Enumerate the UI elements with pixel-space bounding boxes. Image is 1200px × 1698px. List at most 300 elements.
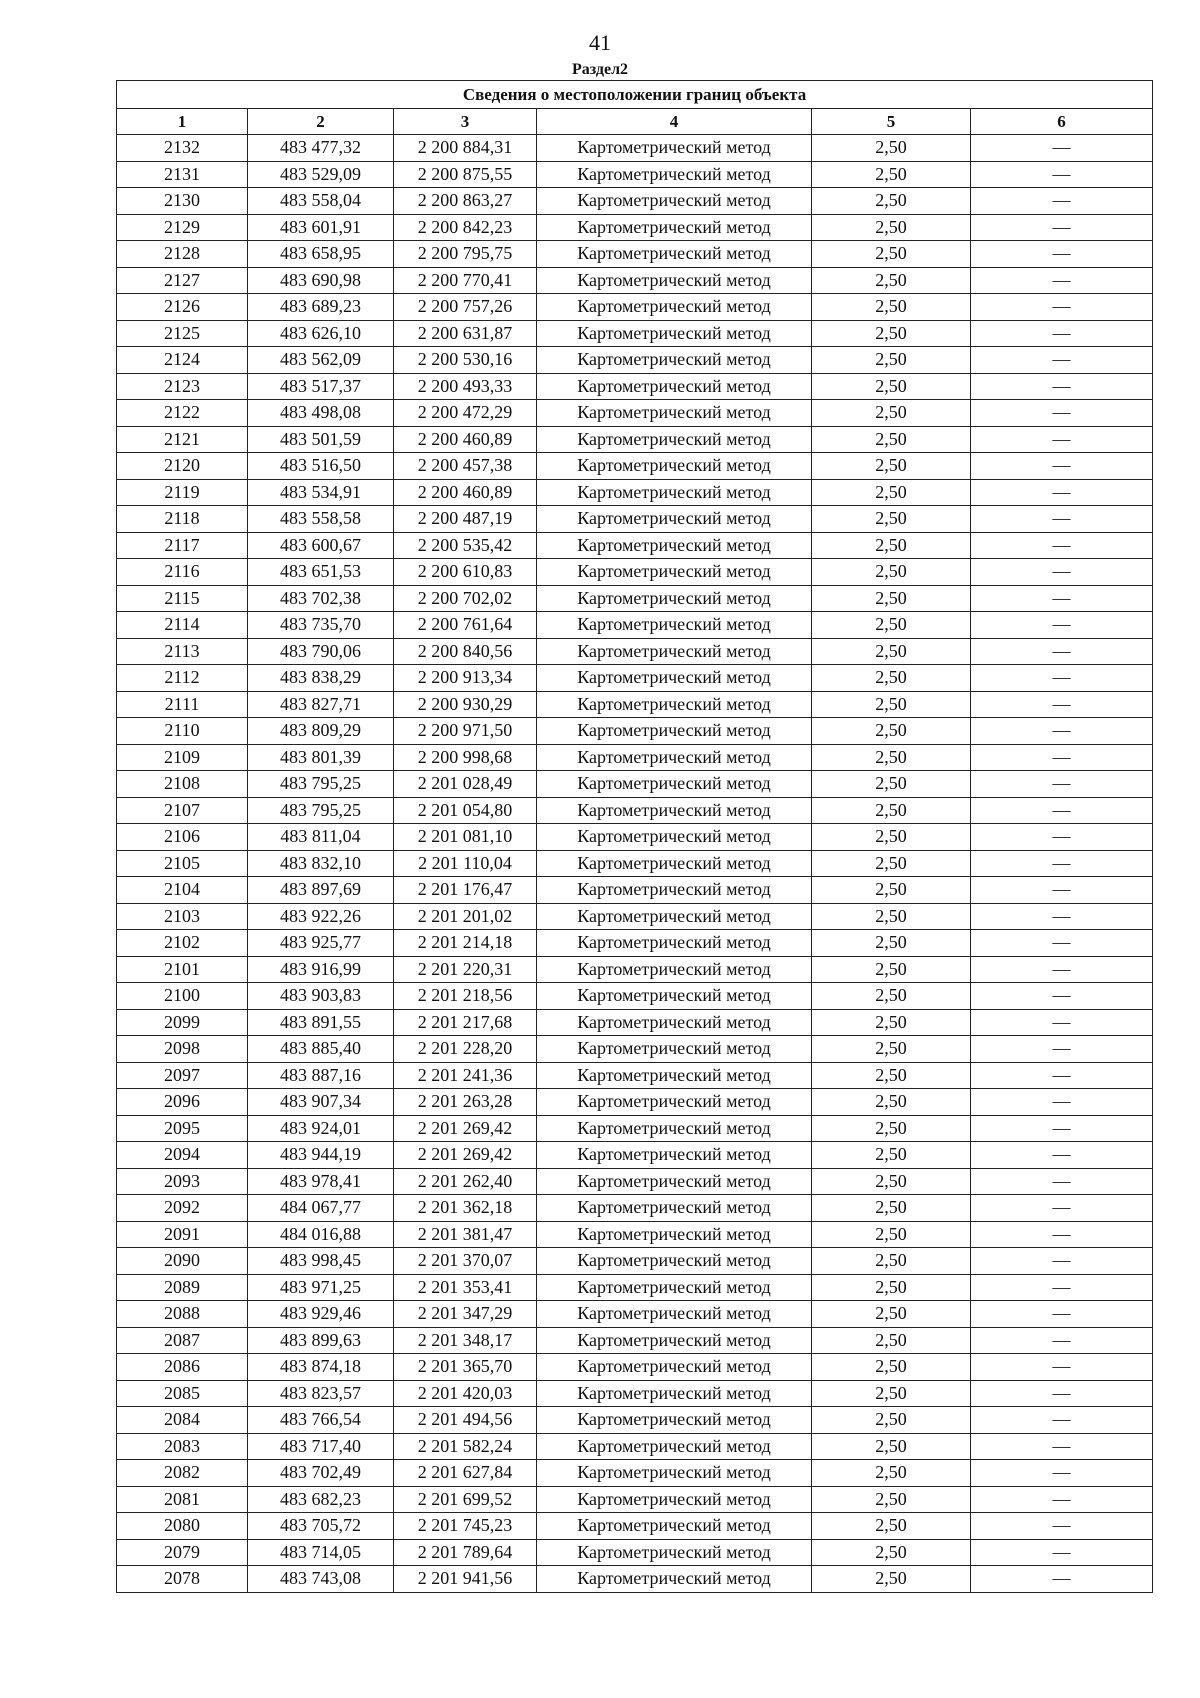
description-cell: — (971, 850, 1153, 877)
table-row (117, 744, 1153, 771)
table-row (117, 1513, 1153, 1540)
x-coordinate-cell: 484 016,88 (248, 1221, 394, 1248)
x-coordinate-cell: 483 766,54 (248, 1407, 394, 1434)
y-coordinate-cell: 2 200 493,33 (394, 373, 537, 400)
description-cell: — (971, 1407, 1153, 1434)
point-number-cell: 2119 (117, 479, 248, 506)
description-cell: — (971, 1354, 1153, 1381)
description-cell: — (971, 1142, 1153, 1169)
table-row (117, 426, 1153, 453)
y-coordinate-cell: 2 200 770,41 (394, 267, 537, 294)
point-number-cell: 2117 (117, 532, 248, 559)
accuracy-cell: 2,50 (812, 956, 971, 983)
y-coordinate-cell: 2 201 176,47 (394, 877, 537, 904)
table-row (117, 161, 1153, 188)
y-coordinate-cell: 2 201 214,18 (394, 930, 537, 957)
method-cell: Картометрический метод (537, 585, 812, 612)
point-number-cell: 2103 (117, 903, 248, 930)
table-row (117, 1115, 1153, 1142)
x-coordinate-cell: 483 832,10 (248, 850, 394, 877)
x-coordinate-cell: 483 477,32 (248, 135, 394, 162)
method-cell: Картометрический метод (537, 188, 812, 215)
description-cell: — (971, 373, 1153, 400)
y-coordinate-cell: 2 201 262,40 (394, 1168, 537, 1195)
boundary-coordinates-table (116, 80, 1153, 1593)
method-cell: Картометрический метод (537, 903, 812, 930)
table-row (117, 1221, 1153, 1248)
accuracy-cell: 2,50 (812, 1036, 971, 1063)
point-number-cell: 2079 (117, 1539, 248, 1566)
point-number-cell: 2116 (117, 559, 248, 586)
method-cell: Картометрический метод (537, 1115, 812, 1142)
table-header-row (117, 109, 1153, 135)
method-cell: Картометрический метод (537, 638, 812, 665)
description-cell: — (971, 559, 1153, 586)
table-row (117, 956, 1153, 983)
x-coordinate-cell: 483 887,16 (248, 1062, 394, 1089)
description-cell: — (971, 506, 1153, 533)
x-coordinate-cell: 483 601,91 (248, 214, 394, 241)
accuracy-cell: 2,50 (812, 1354, 971, 1381)
table-row (117, 1301, 1153, 1328)
description-cell: — (971, 824, 1153, 851)
accuracy-cell: 2,50 (812, 214, 971, 241)
description-cell: — (971, 1089, 1153, 1116)
point-number-cell: 2081 (117, 1486, 248, 1513)
method-cell: Картометрический метод (537, 267, 812, 294)
method-cell: Картометрический метод (537, 956, 812, 983)
x-coordinate-cell: 483 944,19 (248, 1142, 394, 1169)
y-coordinate-cell: 2 201 420,03 (394, 1380, 537, 1407)
table-row (117, 797, 1153, 824)
method-cell: Картометрический метод (537, 506, 812, 533)
accuracy-cell: 2,50 (812, 983, 971, 1010)
description-cell: — (971, 744, 1153, 771)
method-cell: Картометрический метод (537, 559, 812, 586)
accuracy-cell: 2,50 (812, 1380, 971, 1407)
x-coordinate-cell: 483 714,05 (248, 1539, 394, 1566)
y-coordinate-cell: 2 201 362,18 (394, 1195, 537, 1222)
y-coordinate-cell: 2 201 220,31 (394, 956, 537, 983)
description-cell: — (971, 320, 1153, 347)
page-number: 41 (589, 30, 611, 55)
point-number-cell: 2085 (117, 1380, 248, 1407)
description-cell: — (971, 691, 1153, 718)
point-number-cell: 2082 (117, 1460, 248, 1487)
description-cell: — (971, 1168, 1153, 1195)
table-row (117, 903, 1153, 930)
y-coordinate-cell: 2 201 941,56 (394, 1566, 537, 1593)
point-number-cell: 2115 (117, 585, 248, 612)
column-header: 5 (812, 109, 971, 135)
description-cell: — (971, 1248, 1153, 1275)
y-coordinate-cell: 2 200 875,55 (394, 161, 537, 188)
table-row (117, 1407, 1153, 1434)
method-cell: Картометрический метод (537, 691, 812, 718)
point-number-cell: 2118 (117, 506, 248, 533)
x-coordinate-cell: 483 702,38 (248, 585, 394, 612)
y-coordinate-cell: 2 201 353,41 (394, 1274, 537, 1301)
description-cell: — (971, 532, 1153, 559)
x-coordinate-cell: 483 925,77 (248, 930, 394, 957)
y-coordinate-cell: 2 200 487,19 (394, 506, 537, 533)
x-coordinate-cell: 483 682,23 (248, 1486, 394, 1513)
description-cell: — (971, 983, 1153, 1010)
accuracy-cell: 2,50 (812, 1327, 971, 1354)
description-cell: — (971, 665, 1153, 692)
table-row (117, 1460, 1153, 1487)
description-cell: — (971, 1513, 1153, 1540)
table-row (117, 612, 1153, 639)
y-coordinate-cell: 2 201 263,28 (394, 1089, 537, 1116)
method-cell: Картометрический метод (537, 1301, 812, 1328)
table-row (117, 453, 1153, 480)
method-cell: Картометрический метод (537, 1009, 812, 1036)
method-cell: Картометрический метод (537, 824, 812, 851)
column-header: 4 (537, 109, 812, 135)
y-coordinate-cell: 2 201 081,10 (394, 824, 537, 851)
accuracy-cell: 2,50 (812, 1301, 971, 1328)
table-row (117, 400, 1153, 427)
table-row (117, 1380, 1153, 1407)
point-number-cell: 2086 (117, 1354, 248, 1381)
y-coordinate-cell: 2 201 054,80 (394, 797, 537, 824)
x-coordinate-cell: 483 689,23 (248, 294, 394, 321)
x-coordinate-cell: 483 874,18 (248, 1354, 394, 1381)
accuracy-cell: 2,50 (812, 877, 971, 904)
x-coordinate-cell: 483 899,63 (248, 1327, 394, 1354)
description-cell: — (971, 347, 1153, 374)
method-cell: Картометрический метод (537, 135, 812, 162)
x-coordinate-cell: 483 558,04 (248, 188, 394, 215)
description-cell: — (971, 1062, 1153, 1089)
x-coordinate-cell: 483 978,41 (248, 1168, 394, 1195)
point-number-cell: 2091 (117, 1221, 248, 1248)
table-row (117, 983, 1153, 1010)
accuracy-cell: 2,50 (812, 665, 971, 692)
point-number-cell: 2093 (117, 1168, 248, 1195)
method-cell: Картометрический метод (537, 1168, 812, 1195)
x-coordinate-cell: 483 743,08 (248, 1566, 394, 1593)
method-cell: Картометрический метод (537, 373, 812, 400)
description-cell: — (971, 426, 1153, 453)
table-row (117, 532, 1153, 559)
method-cell: Картометрический метод (537, 532, 812, 559)
accuracy-cell: 2,50 (812, 241, 971, 268)
table-caption: Сведения о местоположении границ объекта (117, 81, 1153, 109)
y-coordinate-cell: 2 201 228,20 (394, 1036, 537, 1063)
method-cell: Картометрический метод (537, 1354, 812, 1381)
y-coordinate-cell: 2 201 370,07 (394, 1248, 537, 1275)
point-number-cell: 2107 (117, 797, 248, 824)
table-row (117, 665, 1153, 692)
y-coordinate-cell: 2 200 530,16 (394, 347, 537, 374)
y-coordinate-cell: 2 200 795,75 (394, 241, 537, 268)
table-row (117, 1142, 1153, 1169)
y-coordinate-cell: 2 201 217,68 (394, 1009, 537, 1036)
table-row (117, 771, 1153, 798)
accuracy-cell: 2,50 (812, 1513, 971, 1540)
y-coordinate-cell: 2 200 472,29 (394, 400, 537, 427)
y-coordinate-cell: 2 201 699,52 (394, 1486, 537, 1513)
table-row (117, 585, 1153, 612)
x-coordinate-cell: 483 795,25 (248, 797, 394, 824)
point-number-cell: 2131 (117, 161, 248, 188)
description-cell: — (971, 1009, 1153, 1036)
y-coordinate-cell: 2 200 913,34 (394, 665, 537, 692)
method-cell: Картометрический метод (537, 1380, 812, 1407)
point-number-cell: 2114 (117, 612, 248, 639)
accuracy-cell: 2,50 (812, 1062, 971, 1089)
accuracy-cell: 2,50 (812, 1274, 971, 1301)
table-row (117, 320, 1153, 347)
table-row (117, 267, 1153, 294)
description-cell: — (971, 956, 1153, 983)
description-cell: — (971, 638, 1153, 665)
accuracy-cell: 2,50 (812, 135, 971, 162)
x-coordinate-cell: 483 903,83 (248, 983, 394, 1010)
section-title: Раздел2 (571, 61, 629, 78)
accuracy-cell: 2,50 (812, 1539, 971, 1566)
accuracy-cell: 2,50 (812, 718, 971, 745)
table-row (117, 1354, 1153, 1381)
method-cell: Картометрический метод (537, 347, 812, 374)
accuracy-cell: 2,50 (812, 532, 971, 559)
point-number-cell: 2092 (117, 1195, 248, 1222)
accuracy-cell: 2,50 (812, 797, 971, 824)
description-cell: — (971, 400, 1153, 427)
point-number-cell: 2083 (117, 1433, 248, 1460)
description-cell: — (971, 135, 1153, 162)
method-cell: Картометрический метод (537, 1513, 812, 1540)
point-number-cell: 2084 (117, 1407, 248, 1434)
accuracy-cell: 2,50 (812, 1142, 971, 1169)
point-number-cell: 2088 (117, 1301, 248, 1328)
point-number-cell: 2089 (117, 1274, 248, 1301)
point-number-cell: 2104 (117, 877, 248, 904)
y-coordinate-cell: 2 201 218,56 (394, 983, 537, 1010)
x-coordinate-cell: 483 907,34 (248, 1089, 394, 1116)
x-coordinate-cell: 483 795,25 (248, 771, 394, 798)
point-number-cell: 2100 (117, 983, 248, 1010)
y-coordinate-cell: 2 201 347,29 (394, 1301, 537, 1328)
point-number-cell: 2078 (117, 1566, 248, 1593)
x-coordinate-cell: 483 885,40 (248, 1036, 394, 1063)
y-coordinate-cell: 2 200 840,56 (394, 638, 537, 665)
description-cell: — (971, 188, 1153, 215)
table-row (117, 1036, 1153, 1063)
accuracy-cell: 2,50 (812, 559, 971, 586)
point-number-cell: 2110 (117, 718, 248, 745)
accuracy-cell: 2,50 (812, 824, 971, 851)
accuracy-cell: 2,50 (812, 638, 971, 665)
method-cell: Картометрический метод (537, 1486, 812, 1513)
y-coordinate-cell: 2 200 460,89 (394, 479, 537, 506)
x-coordinate-cell: 483 811,04 (248, 824, 394, 851)
accuracy-cell: 2,50 (812, 1009, 971, 1036)
description-cell: — (971, 1380, 1153, 1407)
description-cell: — (971, 1115, 1153, 1142)
y-coordinate-cell: 2 201 494,56 (394, 1407, 537, 1434)
point-number-cell: 2097 (117, 1062, 248, 1089)
y-coordinate-cell: 2 201 201,02 (394, 903, 537, 930)
point-number-cell: 2129 (117, 214, 248, 241)
method-cell: Картометрический метод (537, 320, 812, 347)
point-number-cell: 2126 (117, 294, 248, 321)
y-coordinate-cell: 2 200 930,29 (394, 691, 537, 718)
accuracy-cell: 2,50 (812, 400, 971, 427)
point-number-cell: 2098 (117, 1036, 248, 1063)
method-cell: Картометрический метод (537, 1142, 812, 1169)
y-coordinate-cell: 2 200 757,26 (394, 294, 537, 321)
accuracy-cell: 2,50 (812, 1248, 971, 1275)
column-header: 3 (394, 109, 537, 135)
y-coordinate-cell: 2 200 535,42 (394, 532, 537, 559)
method-cell: Картометрический метод (537, 877, 812, 904)
accuracy-cell: 2,50 (812, 744, 971, 771)
description-cell: — (971, 877, 1153, 904)
accuracy-cell: 2,50 (812, 585, 971, 612)
x-coordinate-cell: 484 067,77 (248, 1195, 394, 1222)
point-number-cell: 2102 (117, 930, 248, 957)
x-coordinate-cell: 483 809,29 (248, 718, 394, 745)
description-cell: — (971, 1036, 1153, 1063)
description-cell: — (971, 453, 1153, 480)
table-row (117, 559, 1153, 586)
method-cell: Картометрический метод (537, 479, 812, 506)
x-coordinate-cell: 483 626,10 (248, 320, 394, 347)
method-cell: Картометрический метод (537, 214, 812, 241)
accuracy-cell: 2,50 (812, 903, 971, 930)
table-body (117, 135, 1153, 1593)
accuracy-cell: 2,50 (812, 1433, 971, 1460)
x-coordinate-cell: 483 498,08 (248, 400, 394, 427)
table-row (117, 135, 1153, 162)
column-header: 2 (248, 109, 394, 135)
y-coordinate-cell: 2 201 269,42 (394, 1142, 537, 1169)
table-row (117, 294, 1153, 321)
table-row (117, 1248, 1153, 1275)
x-coordinate-cell: 483 735,70 (248, 612, 394, 639)
table-row (117, 1433, 1153, 1460)
accuracy-cell: 2,50 (812, 612, 971, 639)
table-row (117, 506, 1153, 533)
column-header: 1 (117, 109, 248, 135)
accuracy-cell: 2,50 (812, 1089, 971, 1116)
point-number-cell: 2130 (117, 188, 248, 215)
description-cell: — (971, 479, 1153, 506)
point-number-cell: 2101 (117, 956, 248, 983)
accuracy-cell: 2,50 (812, 1168, 971, 1195)
method-cell: Картометрический метод (537, 400, 812, 427)
y-coordinate-cell: 2 201 348,17 (394, 1327, 537, 1354)
accuracy-cell: 2,50 (812, 373, 971, 400)
point-number-cell: 2128 (117, 241, 248, 268)
y-coordinate-cell: 2 200 702,02 (394, 585, 537, 612)
method-cell: Картометрический метод (537, 294, 812, 321)
x-coordinate-cell: 483 823,57 (248, 1380, 394, 1407)
description-cell: — (971, 1195, 1153, 1222)
x-coordinate-cell: 483 801,39 (248, 744, 394, 771)
method-cell: Картометрический метод (537, 771, 812, 798)
method-cell: Картометрический метод (537, 1036, 812, 1063)
y-coordinate-cell: 2 200 761,64 (394, 612, 537, 639)
method-cell: Картометрический метод (537, 665, 812, 692)
x-coordinate-cell: 483 658,95 (248, 241, 394, 268)
method-cell: Картометрический метод (537, 983, 812, 1010)
description-cell: — (971, 930, 1153, 957)
table-row (117, 1274, 1153, 1301)
column-header: 6 (971, 109, 1153, 135)
method-cell: Картометрический метод (537, 1460, 812, 1487)
y-coordinate-cell: 2 201 745,23 (394, 1513, 537, 1540)
y-coordinate-cell: 2 201 381,47 (394, 1221, 537, 1248)
table-row (117, 373, 1153, 400)
y-coordinate-cell: 2 201 627,84 (394, 1460, 537, 1487)
description-cell: — (971, 1327, 1153, 1354)
accuracy-cell: 2,50 (812, 1407, 971, 1434)
method-cell: Картометрический метод (537, 1195, 812, 1222)
description-cell: — (971, 612, 1153, 639)
y-coordinate-cell: 2 201 365,70 (394, 1354, 537, 1381)
point-number-cell: 2105 (117, 850, 248, 877)
method-cell: Картометрический метод (537, 1407, 812, 1434)
method-cell: Картометрический метод (537, 930, 812, 957)
point-number-cell: 2090 (117, 1248, 248, 1275)
x-coordinate-cell: 483 516,50 (248, 453, 394, 480)
x-coordinate-cell: 483 838,29 (248, 665, 394, 692)
method-cell: Картометрический метод (537, 1433, 812, 1460)
x-coordinate-cell: 483 924,01 (248, 1115, 394, 1142)
table-row (117, 1327, 1153, 1354)
y-coordinate-cell: 2 200 457,38 (394, 453, 537, 480)
description-cell: — (971, 241, 1153, 268)
description-cell: — (971, 718, 1153, 745)
x-coordinate-cell: 483 790,06 (248, 638, 394, 665)
x-coordinate-cell: 483 501,59 (248, 426, 394, 453)
x-coordinate-cell: 483 922,26 (248, 903, 394, 930)
point-number-cell: 2099 (117, 1009, 248, 1036)
point-number-cell: 2132 (117, 135, 248, 162)
point-number-cell: 2124 (117, 347, 248, 374)
method-cell: Картометрический метод (537, 1274, 812, 1301)
y-coordinate-cell: 2 201 028,49 (394, 771, 537, 798)
table-row (117, 1062, 1153, 1089)
table-row (117, 930, 1153, 957)
y-coordinate-cell: 2 200 998,68 (394, 744, 537, 771)
accuracy-cell: 2,50 (812, 320, 971, 347)
method-cell: Картометрический метод (537, 1327, 812, 1354)
accuracy-cell: 2,50 (812, 506, 971, 533)
point-number-cell: 2111 (117, 691, 248, 718)
description-cell: — (971, 797, 1153, 824)
table-row (117, 1009, 1153, 1036)
y-coordinate-cell: 2 200 884,31 (394, 135, 537, 162)
x-coordinate-cell: 483 897,69 (248, 877, 394, 904)
description-cell: — (971, 1486, 1153, 1513)
accuracy-cell: 2,50 (812, 930, 971, 957)
method-cell: Картометрический метод (537, 241, 812, 268)
table-row (117, 479, 1153, 506)
accuracy-cell: 2,50 (812, 1486, 971, 1513)
accuracy-cell: 2,50 (812, 479, 971, 506)
description-cell: — (971, 161, 1153, 188)
accuracy-cell: 2,50 (812, 161, 971, 188)
description-cell: — (971, 1301, 1153, 1328)
point-number-cell: 2120 (117, 453, 248, 480)
description-cell: — (971, 1460, 1153, 1487)
x-coordinate-cell: 483 558,58 (248, 506, 394, 533)
